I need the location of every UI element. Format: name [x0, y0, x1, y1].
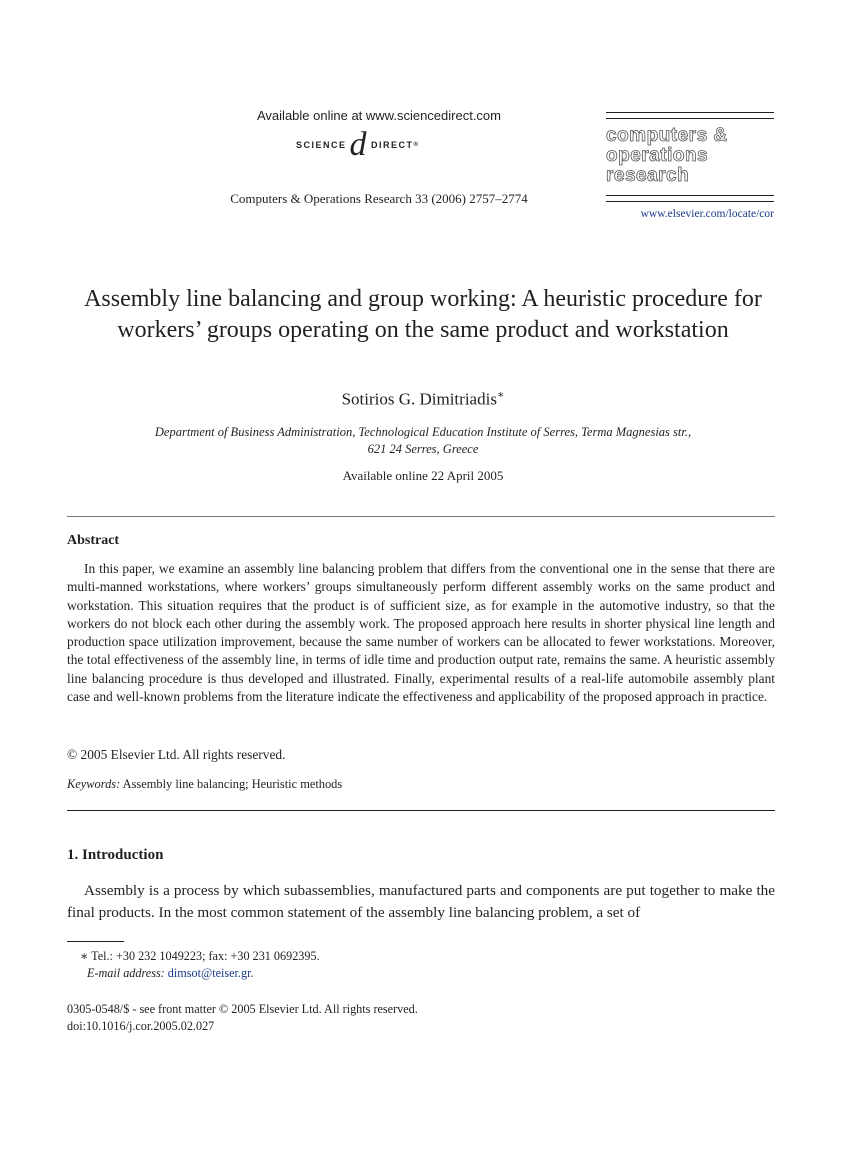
logo-science-text: SCIENCE	[296, 140, 347, 150]
paper-title: Assembly line balancing and group working: A heuristic procedure for workers’ groups operating on the same product and workstation	[84, 286, 762, 343]
available-online-date: Available online 22 April 2005	[342, 468, 504, 483]
journal-logo-line: operations	[606, 145, 709, 166]
keywords-list: Assembly line balancing; Heuristic methods	[122, 777, 343, 791]
journal-url-link[interactable]: www.elsevier.com/locate/cor	[640, 208, 774, 220]
section-heading-introduction: 1. Introduction	[67, 847, 164, 863]
sciencedirect-d-icon: d	[349, 126, 369, 163]
registered-mark: ®	[413, 142, 420, 148]
sciencedirect-logo	[296, 128, 466, 162]
journal-logo	[606, 126, 776, 186]
email-link[interactable]: dimsot@teiser.gr	[167, 966, 251, 980]
logo-direct-text: DIRECT	[371, 140, 414, 150]
journal-logo-rule	[606, 195, 774, 196]
author-name	[0, 388, 846, 410]
front-matter-note: 0305-0548/$ - see front matter © 2005 Elsevier Ltd. All rights reserved.	[67, 1002, 418, 1016]
abstract-heading: Abstract	[67, 533, 120, 548]
journal-logo-rule	[606, 201, 774, 202]
affiliation-line: Department of Business Administration, Technological Education Institute of Serres, Terma Magnesias str.,	[154, 425, 692, 439]
footnote-contact: ∗ Tel.: +30 232 1049223; fax: +30 231 0692395.	[80, 949, 320, 963]
email-label: E-mail address:	[87, 966, 165, 980]
abstract-body: In this paper, we examine an assembly line balancing problem that differs from the conventional one in the sense that there are multi-manned workstations, where workers’ groups simultaneously perform different assembly works on the same product and workstation. This situation requires that the product is of sufficient size, as for example in the automotive industry, so that the workers do not block each other during the assembly work. The proposed approach here results in shorter physical line length and production space utilization improvement, because the same number of workers can be allocated to fewer workstations. Moreover, the total effectiveness of the assembly line, in terms of idle time and production output rate, remains the same. A heuristic assembly line balancing procedure is thus developed and illustrated. Finally, experimental results of a real-life automobile assembly plant case and well-known problems from the literature indicate the effectiveness and applicability of the proposed approach in practice.	[67, 561, 775, 705]
journal-logo-line: research	[606, 165, 690, 186]
footnote-rule	[67, 941, 124, 942]
doi-link[interactable]: doi:10.1016/j.cor.2005.02.027	[67, 1019, 215, 1033]
journal-logo-line: computers &	[606, 125, 728, 146]
keywords	[67, 777, 342, 792]
author-affiliation	[60, 424, 786, 458]
author-footnote-mark[interactable]: ∗	[496, 389, 505, 401]
keywords-label: Keywords:	[67, 777, 121, 791]
affiliation-line: 621 24 Serres, Greece	[367, 442, 479, 456]
email-period: .	[250, 966, 254, 980]
journal-logo-rule	[606, 118, 774, 119]
footnote-email	[87, 966, 254, 981]
abstract-top-rule	[67, 516, 775, 517]
author-text: Sotirios G. Dimitriadis	[341, 389, 497, 409]
abstract-bottom-rule	[67, 810, 775, 811]
introduction-paragraph: Assembly is a process by which subassemblies, manufactured parts and components are put together to make the final products. In the most common statement of the assembly line balancing problem, a set of	[67, 882, 775, 921]
journal-logo-rule	[606, 112, 774, 113]
sciencedirect-availability: Available online at www.sciencedirect.com	[257, 108, 501, 123]
journal-reference: Computers & Operations Research 33 (2006) 2757–2774	[230, 191, 528, 206]
abstract-copyright: © 2005 Elsevier Ltd. All rights reserved.	[67, 747, 286, 762]
